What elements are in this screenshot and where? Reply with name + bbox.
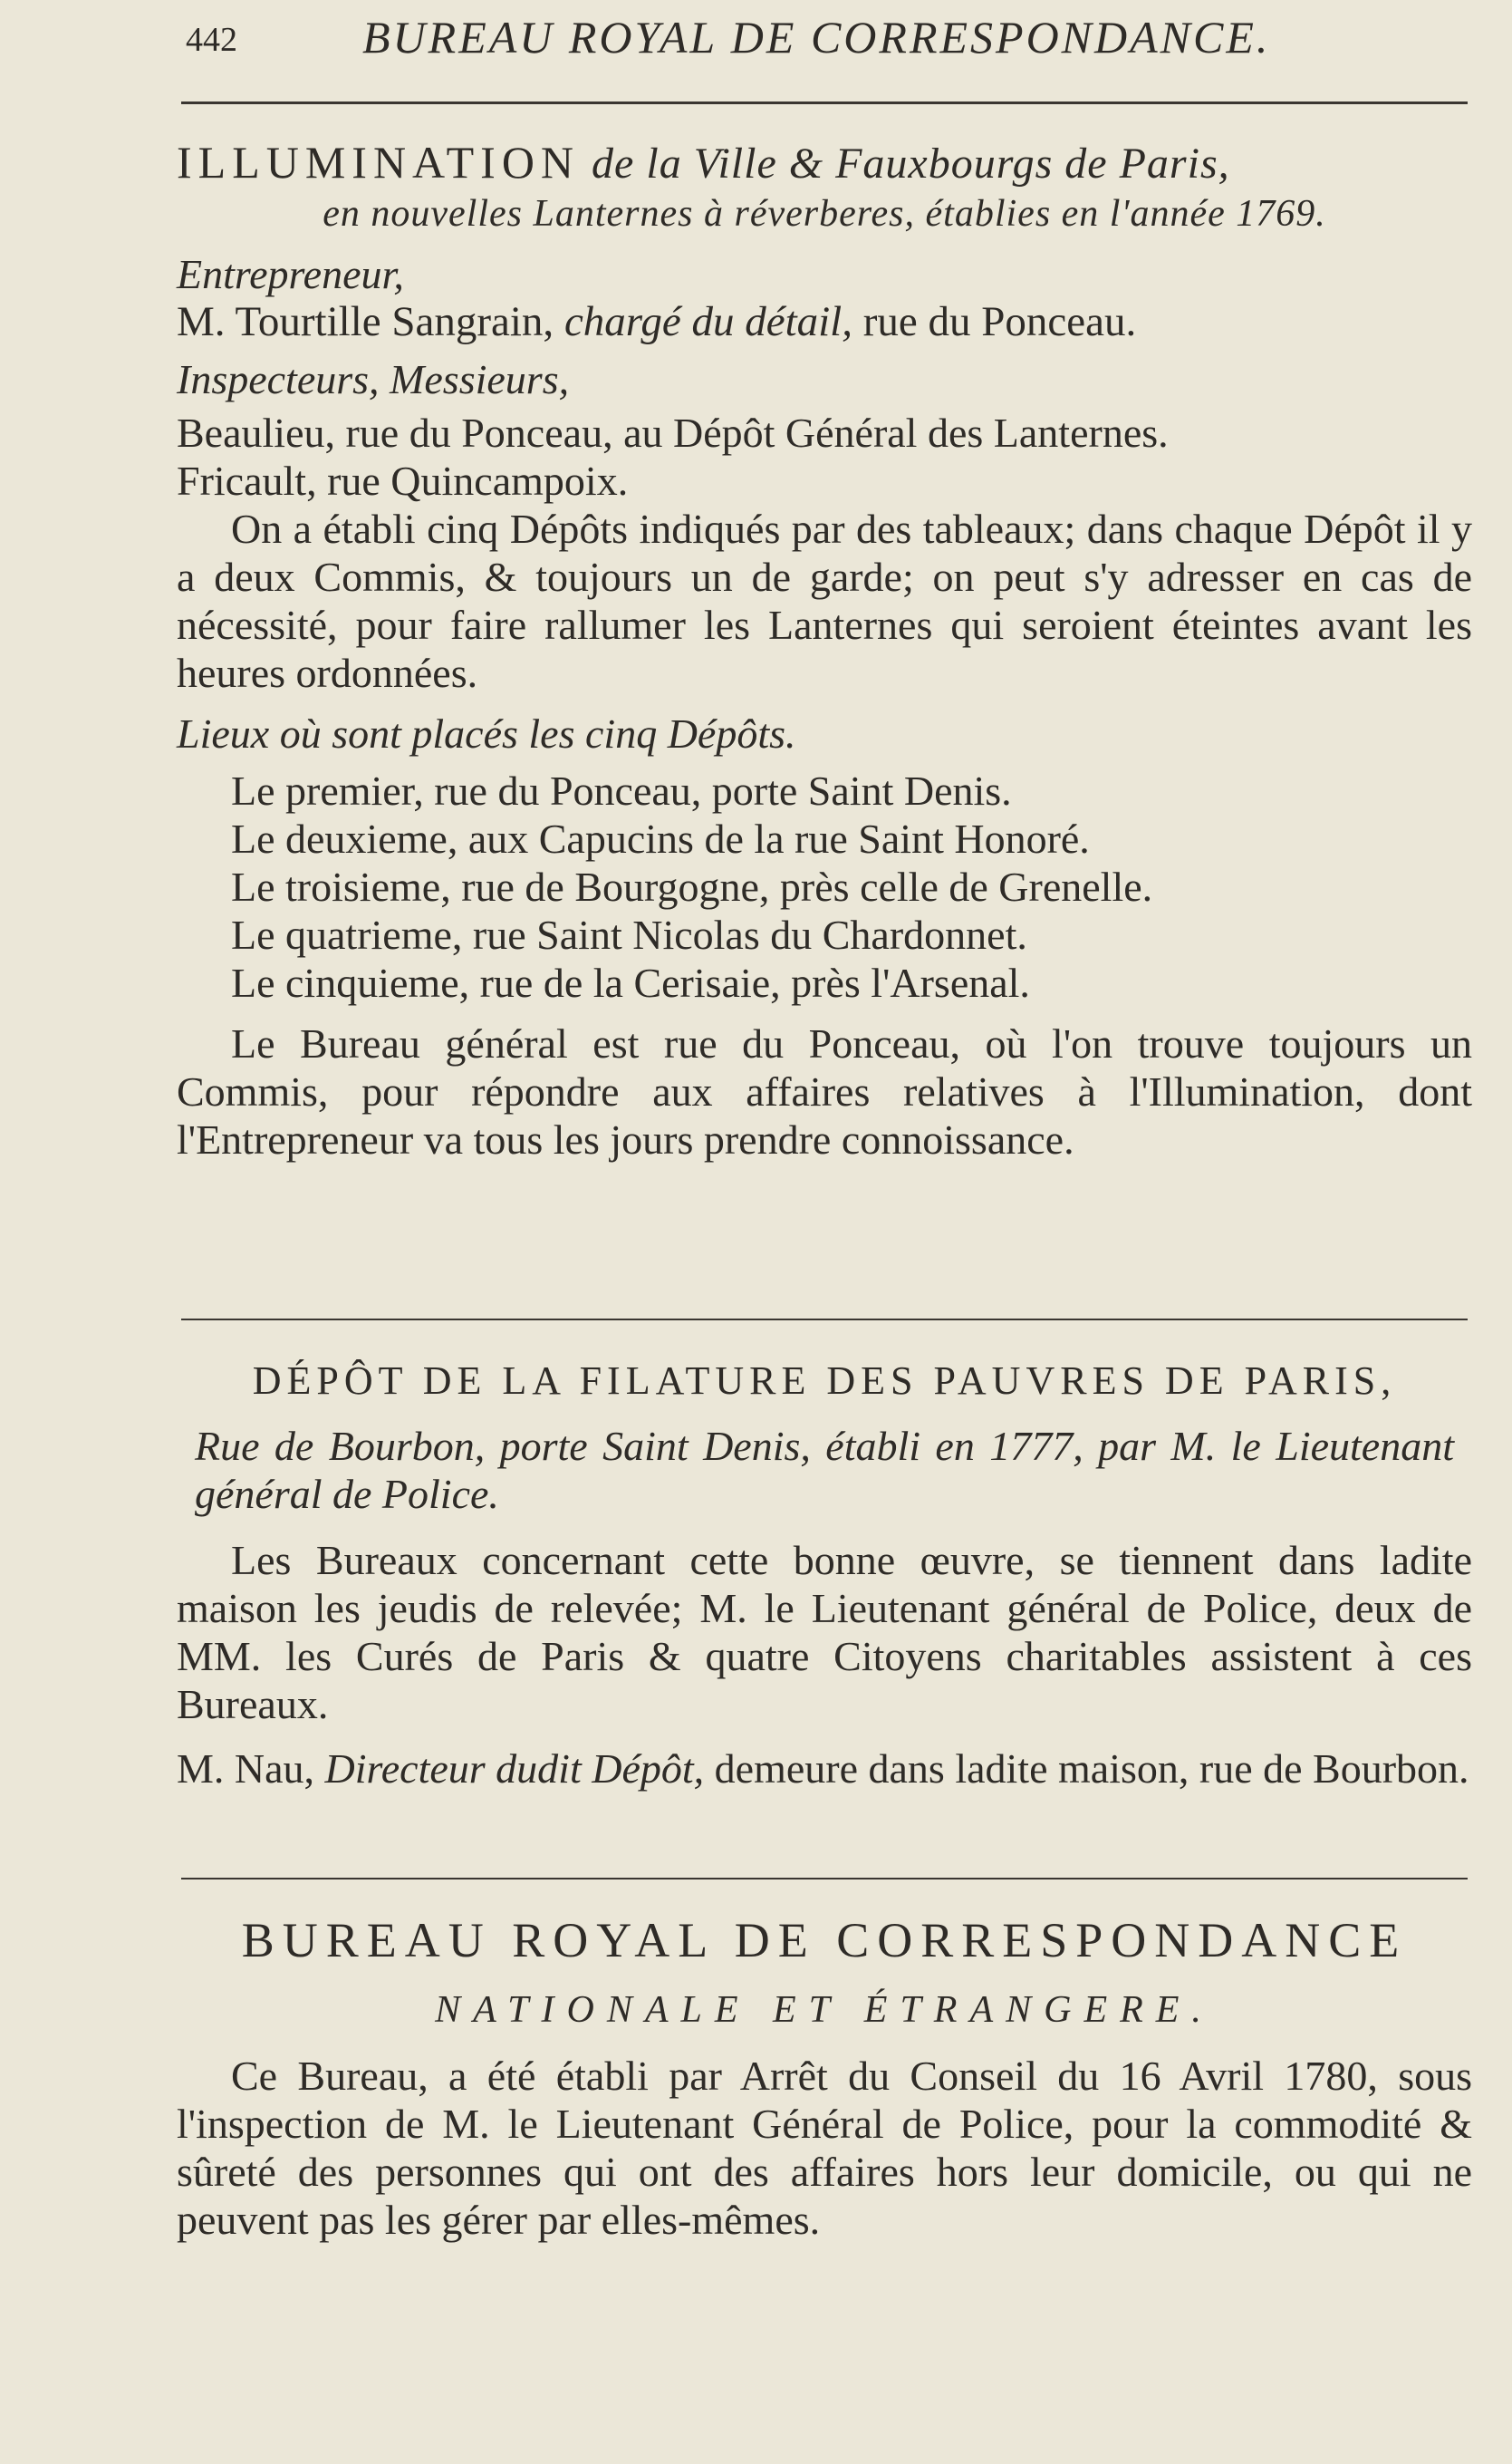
section3-paragraph: Ce Bureau, a été établi par Arrêt du Conseil du 16 Avril 1780, sous l'inspection de M. le Lieutenant Général de Police, pour la commodité & sûreté des personnes qui ont des affaires hors leur domicile, ou qui ne peuvent pas les gérer par elles-mêmes. bbox=[177, 2053, 1472, 2243]
depot-item: Le deuxieme, aux Capucins de la rue Saint Honoré. bbox=[231, 816, 1090, 862]
section1-title-line2: en nouvelles Lanternes à réverberes, établies en l'année 1769. bbox=[323, 193, 1326, 235]
entrepreneur-label: Entrepreneur, bbox=[177, 251, 404, 297]
depot-item: Le premier, rue du Ponceau, porte Saint Denis. bbox=[231, 768, 1012, 814]
section-divider-2 bbox=[181, 1878, 1468, 1879]
depot-item: Le cinquieme, rue de la Cerisaie, près l'Arsenal. bbox=[231, 960, 1030, 1006]
depots-list bbox=[177, 767, 1472, 1007]
section1-title bbox=[177, 136, 1472, 190]
inspecteur-1: Beaulieu, rue du Ponceau, au Dépôt Général des Lanternes. bbox=[177, 410, 1169, 456]
running-title: BUREAU ROYAL DE CORRESPONDANCE. bbox=[362, 12, 1271, 63]
section1-title-rest: de la Ville & Fauxbourgs de Paris, bbox=[592, 140, 1230, 188]
inspecteurs-label: Inspecteurs, Messieurs, bbox=[177, 356, 570, 402]
inspecteur-2: Fricault, rue Quincampoix. bbox=[177, 458, 629, 504]
section-bureau-royal bbox=[177, 1912, 1472, 2244]
depots-label: Lieux où sont placés les cinq Dépôts. bbox=[177, 710, 796, 757]
page-number: 442 bbox=[186, 21, 237, 59]
page-header bbox=[177, 9, 1472, 72]
section3-subtitle: NATIONALE ET ÉTRANGERE. bbox=[435, 1989, 1214, 2031]
section3-title: BUREAU ROYAL DE CORRESPONDANCE bbox=[241, 1913, 1408, 1967]
entrepreneur-address: rue du Ponceau. bbox=[862, 298, 1137, 345]
section-illumination bbox=[177, 136, 1472, 1164]
section2-title: DÉPÔT DE LA FILATURE DES PAUVRES DE PARIS, bbox=[252, 1358, 1397, 1403]
section2-paragraph: Les Bureaux concernant cette bonne œuvre, se tiennent dans ladite maison les jeudis de relevée; M. le Lieutenant général de Police, deux de MM. les Curés de Paris & quatre Citoyens charitables assistent à ces Bureaux. bbox=[177, 1537, 1472, 1727]
entrepreneur-name: M. Tourtille Sangrain, bbox=[177, 298, 554, 345]
section2-subtitle: Rue de Bourbon, porte Saint Denis, établi en 1777, par M. le Lieutenant général de Police. bbox=[195, 1423, 1454, 1517]
section1-title-caps: ILLUMINATION bbox=[177, 137, 581, 188]
director-name: M. Nau, bbox=[177, 1745, 315, 1792]
section2-director bbox=[177, 1744, 1472, 1792]
header-rule bbox=[181, 101, 1468, 104]
director-role: Directeur dudit Dépôt, bbox=[324, 1745, 705, 1792]
entrepreneur-role: chargé du détail, bbox=[563, 298, 852, 345]
section-filature bbox=[177, 1358, 1472, 1792]
bureau-general-paragraph: Le Bureau général est rue du Ponceau, où l'on trouve toujours un Commis, pour répondre aux affaires relatives à l'Illumination, dont l'Entrepreneur va tous les jours prendre connoissance. bbox=[177, 1020, 1472, 1163]
depots-paragraph: On a établi cinq Dépôts indiqués par des tableaux; dans chaque Dépôt il y a deux Commis, & toujours un de garde; on peut s'y adresser en cas de nécessité, pour faire rallumer les Lanternes qui seroient éteintes avant les heures ordonnées. bbox=[177, 506, 1472, 696]
depot-item: Le quatrieme, rue Saint Nicolas du Chardonnet. bbox=[231, 912, 1027, 958]
entrepreneur-line bbox=[177, 298, 1472, 346]
depot-item: Le troisieme, rue de Bourgogne, près celle de Grenelle. bbox=[231, 864, 1153, 910]
director-rest: demeure dans ladite maison, rue de Bourbon. bbox=[714, 1745, 1469, 1792]
section-divider-1 bbox=[181, 1319, 1468, 1320]
